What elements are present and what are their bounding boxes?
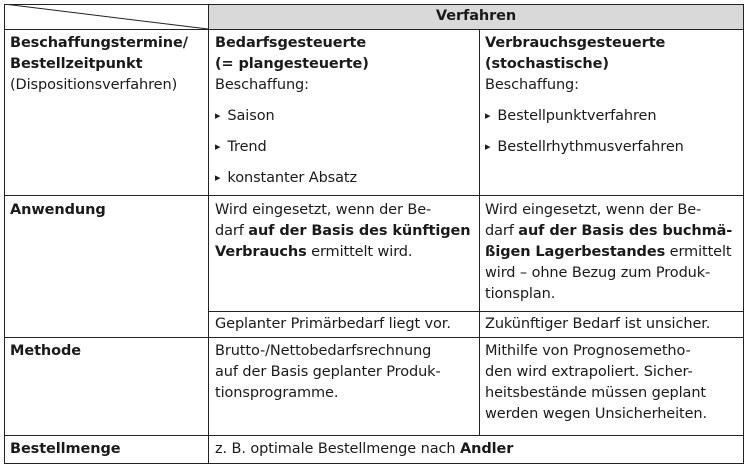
- consumption-application-line2b: auf der Basis des buchmä-: [518, 223, 733, 239]
- demand-application-line2b: auf der Basis des künftigen: [248, 223, 471, 239]
- consumption-application-line4: wird – ohne Bezug zum Produk-: [485, 265, 711, 281]
- procurement-label-line3: (Dispositionsverfahren): [10, 77, 178, 93]
- consumption-method-line3: heitsbestände müssen geplant: [485, 385, 707, 401]
- vline-col2: [479, 29, 480, 435]
- corner-diagonal: [4, 4, 209, 30]
- demand-application-line2: [215, 221, 477, 242]
- consumption-item-reorder-point: ▸ Bestellpunktverfahren: [485, 106, 741, 127]
- demand-title1: Bedarfsgesteuerte: [215, 35, 367, 51]
- hline-bottom: [4, 463, 744, 464]
- consumption-method-line2: den wird extrapoliert. Sicher-: [485, 364, 693, 380]
- consumption-application-line1: Wird eingesetzt, wenn der Be-: [485, 202, 702, 218]
- quantity-text: z. B. optimale Bestellmenge nach: [215, 441, 460, 457]
- consumption-method-line1: Mithilfe von Prognosemetho-: [485, 343, 691, 359]
- vline-col1: [208, 4, 209, 464]
- consumption-procurement-cell: [485, 33, 741, 158]
- consumption-application-line2a: darf: [485, 223, 519, 239]
- demand-application-line1: Wird eingesetzt, wenn der Be-: [215, 202, 432, 218]
- procurement-table: [4, 4, 744, 464]
- demand-procurement-cell: [215, 33, 477, 189]
- demand-application-line3: [215, 242, 477, 263]
- consumption-application-line3a: ßigen Lagerbestandes: [485, 244, 666, 260]
- demand-item-season: ▸ Saison: [215, 106, 477, 127]
- consumption-subtitle: Beschaffung:: [485, 77, 579, 93]
- procurement-label: [10, 33, 206, 96]
- consumption-application-note: Zukünftiger Bedarf ist unsicher.: [485, 316, 711, 332]
- consumption-item-reorder-cycle: ▸ Bestellrhythmusverfahren: [485, 137, 741, 158]
- demand-method-line3: tionsprogramme.: [215, 385, 339, 401]
- demand-application-line3a: Verbrauchs: [215, 244, 307, 260]
- demand-application-cell: [215, 200, 477, 263]
- hline-method: [4, 435, 744, 436]
- hline-top: [4, 4, 744, 5]
- consumption-method-line4: werden wegen Unsicherheiten.: [485, 406, 708, 422]
- application-label: Anwendung: [10, 202, 106, 218]
- header-procedures: Verfahren: [435, 8, 517, 24]
- consumption-title2: (stochastische): [485, 56, 609, 72]
- hline-application-sub: [208, 311, 744, 312]
- quantity-label: Bestellmenge: [10, 441, 121, 457]
- hline-procurement: [4, 195, 744, 196]
- hline-application: [4, 337, 744, 338]
- hline-header: [4, 29, 744, 30]
- demand-item-constant-sales: ▸ konstanter Absatz: [215, 168, 477, 189]
- consumption-application-line3b: ermittelt: [665, 244, 732, 260]
- demand-method-line2: auf der Basis geplanter Produk-: [215, 364, 441, 380]
- demand-application-line3b: ermittelt wird.: [306, 244, 413, 260]
- demand-application-note: Geplanter Primärbedarf liegt vor.: [215, 316, 451, 332]
- demand-item-trend: ▸ Trend: [215, 137, 477, 158]
- demand-title2: (= plangesteuerte): [215, 56, 369, 72]
- consumption-method-cell: [485, 341, 741, 425]
- quantity-cell: [215, 439, 735, 460]
- demand-application-line2a: darf: [215, 223, 249, 239]
- demand-subtitle: Beschaffung:: [215, 77, 309, 93]
- vline-left: [4, 4, 5, 464]
- method-label: Methode: [10, 343, 81, 359]
- consumption-application-line2: [485, 221, 741, 242]
- quantity-author: Andler: [459, 441, 514, 457]
- consumption-application-line3: [485, 242, 741, 263]
- procurement-label-line1: Beschaffungstermine/: [10, 35, 188, 51]
- vline-right: [743, 4, 744, 464]
- consumption-title1: Verbrauchsgesteuerte: [485, 35, 666, 51]
- demand-method-line1: Brutto-/Nettobedarfsrechnung: [215, 343, 432, 359]
- consumption-application-cell: [485, 200, 741, 305]
- demand-method-cell: [215, 341, 477, 404]
- procurement-label-line2: Bestellzeitpunkt: [10, 56, 143, 72]
- consumption-application-line5: tionsplan.: [485, 286, 556, 302]
